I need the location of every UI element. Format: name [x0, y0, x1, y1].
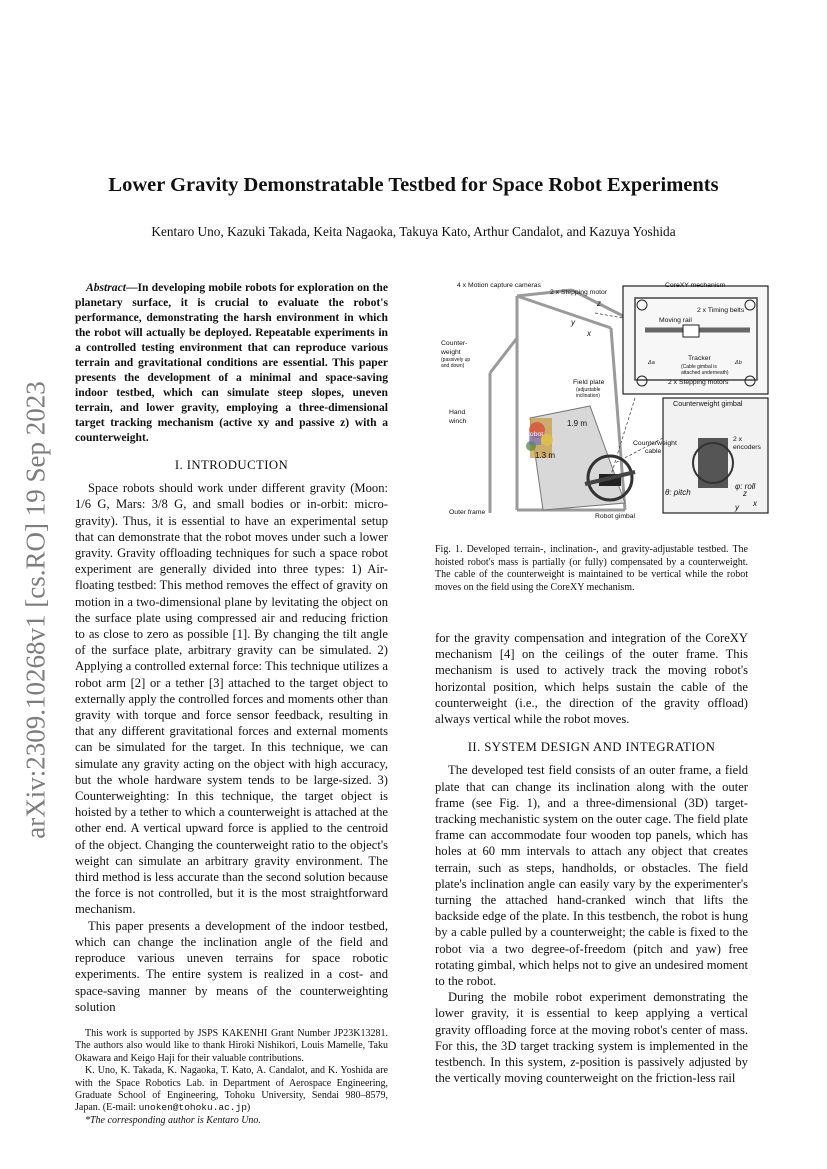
label-tracker: Tracker: [688, 355, 711, 362]
figure-caption: Fig. 1. Developed terrain-, inclination-, and gravity-adjustable testbed. The hoisted robot's mass is partially (or fully) compensated by a counterweight. The cable of the counterweight is maintained to be vertical while the robot moves on the field using the CoreXY mechanism.: [435, 544, 748, 593]
section-heading-introduction: I. INTRODUCTION: [174, 458, 289, 472]
label-stepping-motor: 2 x Stepping motor: [550, 289, 608, 296]
label-fp-note1: (adjustable: [576, 387, 601, 393]
label-hand-winch-1: Hand: [449, 409, 466, 416]
label-counterweight-2: weight: [441, 349, 461, 356]
arxiv-id: arXiv:2309.10268v1 [cs.RO] 19 Sep 2023: [20, 381, 51, 839]
axis-x-gimbal: x: [753, 499, 757, 508]
email-link[interactable]: unoken@tohoku.ac.jp: [138, 1102, 247, 1114]
axis-x-top: x: [587, 329, 591, 338]
label-dim-19: 1.9 m: [567, 419, 588, 428]
right-paragraph-0: for the gravity compensation and integration of the CoreXY mechanism [4] on the ceilings of the outer frame. This mechanism is used to actively track the moving robot's horizontal position, which helps sustain the cable of the counterweight (i.e., the direction of the gravity offload) always vertical while the robot moves.: [435, 631, 748, 727]
right-paragraph-1: The developed test field consists of an outer frame, a field plate that can change its inclination along with the outer frame (see Fig. 1), and a three-dimensional (3D) target-tracking mechanistic system on the outer cage. The field plate frame can accommodate four wooden top panels, which has holes at 60 mm intervals to attach any object that creates terrain, such as steps, handholds, or obstacles. The field plate's inclination angle can easily vary by the experimenter's turning the attached hand-cranked winch that lifts the backside edge of the plate. In this testbench, the robot is hung by a cable pulled by a counterweight; the cable is fixed to the robot via a two degree-of-freedom (pitch and yaw) free rotating gimbal, which helps not to give an undesired moment to the robot.: [435, 763, 748, 989]
figure-1: [435, 278, 770, 523]
paper-title: Lower Gravity Demonstratable Testbed for Space Robot Experiments: [108, 174, 719, 196]
label-cw-gimbal: Counterweight gimbal: [673, 399, 743, 408]
axis-z-top: z: [597, 299, 601, 308]
label-counterweight: Counter-: [441, 340, 468, 347]
label-cw-cable-2: cable: [645, 448, 662, 455]
label-cw-cable-1: Counterweight: [633, 440, 677, 447]
footnote-corresponding: *The corresponding author is Kentaro Uno.: [85, 1114, 261, 1126]
arxiv-stamp: [16, 360, 56, 860]
right-column: [435, 630, 748, 1086]
label-moving-rail: Moving rail: [659, 317, 692, 324]
label-field-plate: Field plate: [573, 379, 605, 386]
label-tracker-note2: attached underneath): [681, 370, 729, 376]
label-robot: Robot: [525, 431, 544, 438]
footnote-support: This work is supported by JSPS KAKENHI Grant Number JP23K13281. The authors also would like to thank Hiroki Nishikori, Louis Mamelle, Taku Okawara and Keigo Haji for their valuable contributions.: [75, 1027, 388, 1064]
label-delta-a: Δa: [648, 360, 655, 366]
label-delta-b: Δb: [735, 360, 742, 366]
label-timing-belts: 2 x Timing belts: [697, 307, 745, 314]
left-column: [75, 280, 388, 1127]
label-cw-note2: and down): [441, 363, 465, 369]
section-heading-system-design: II. SYSTEM DESIGN AND INTEGRATION: [467, 740, 716, 755]
abstract-text: —In developing mobile robots for exploration on the planetary surface, it is crucial to evaluate the robot's performance, demonstrating the harsh environment in which the robot will actually be deployed. Repeatable experiments in a controlled testing environment that can reproduce various terrain and gravitational conditions are essential. This paper presents the development of a minimal and space-saving indoor testbed, which can simulate steep slopes, uneven terrain, and lower gravity, employing a three-dimensional target tracking mechanism (active xy and passive z) with a counterweight.: [75, 281, 388, 444]
label-cw-note1: (passively up: [441, 357, 471, 363]
label-fp-note2: inclination): [576, 393, 600, 399]
label-dim-13: 1.3 m: [535, 451, 556, 460]
author-list: Kentaro Uno, Kazuki Takada, Keita Nagaoka, Takuya Kato, Arthur Candalot, and Kazuya Yoshida: [151, 224, 676, 239]
label-tracker-note1: (Cable gimbal is: [681, 364, 717, 370]
label-roll: φ: roll: [735, 482, 756, 491]
footnote-affiliation: K. Uno, K. Takada, K. Nagaoka, T. Kato, A. Candalot, and K. Yoshida are with the Space Robotics Lab. in Department of Aerospace Engineering, Graduate School of Engineering, Tohoku University, Sendai 980–8579, Japan. (E-mail: unoken@tohoku.ac.jp): [75, 1065, 388, 1114]
label-cameras: 4 x Motion capture cameras: [457, 282, 541, 289]
label-robot-gimbal: Robot gimbal: [595, 513, 636, 520]
intro-paragraph-1: Space robots should work under different gravity (Moon: 1/6 G, Mars: 3/8 G, and small bodies or in-orbit: micro-gravity). Thus, it is essential to have an experimental setup that can demonstrate that the robot moves under such a lower gravity. Gravity offloading techniques for such a space robot experiment are generally divided into three types: 1) Air-floating testbed: This method removes the effect of gravity on motion in a two-dimensional plane by levitating the object on the surface plate using compressed air and reducing friction to as close to zero as possible [1]. By changing the tilt angle of the surface plate, arbitrary gravity can be simulated. 2) Applying a controlled external force: This technique utilizes a robot arm [2] or a tether [3] attached to the target object to externally apply the controlled forces and moments other than gravity with torque and force sensor feedback, resulting in that any different gravitational forces and external moments can be simulated for the target. In this technique, we can simulate any gravity acting on the object with high accuracy, but the whole hardware system tends to be large-sized. 3) Counterweighting: In this technique, the target object is hoisted by a tether to which a counterweight is attached at the other end. A vertical upward force is applied to the centroid of the object. Changing the counterweight ratio to the object's weight can simulate an arbitrary gravity environment. The third method is less accurate than the second solution because the force is not controlled, but it is the most straightforward mechanism.: [75, 481, 388, 917]
axis-z-gimbal: z: [743, 489, 747, 498]
right-paragraph-2: During the mobile robot experiment demonstrating the lower gravity, it is essential to keep applying a vertical gravity offloading force at the moving robot's center of mass. For this, the 3D target tracking system is implemented in the testbench. In this system, z-position is passively adjusted by the vertically moving counterweight on the friction-less rail: [435, 990, 748, 1086]
footnote: [75, 1027, 388, 1127]
abstract-label: Abstract: [86, 281, 126, 294]
label-hand-winch-2: winch: [449, 418, 467, 425]
label-encoders-2: encoders: [733, 444, 761, 451]
abstract: [75, 280, 388, 445]
label-pitch: θ: pitch: [665, 488, 691, 497]
axis-y-gimbal: y: [735, 503, 739, 512]
axis-y-top: y: [571, 318, 575, 327]
intro-paragraph-2: This paper presents a development of the indoor testbed, which can change the inclination angle of the field and reproduce various uneven terrains for space robotic experiments. The entire system is realized in a cost- and space-saving manner by means of the counterweighting solution: [75, 918, 388, 1014]
label-encoders-1: 2 x: [733, 436, 743, 443]
label-corexy: CoreXY mechanism: [665, 282, 726, 289]
label-outer-frame: Outer frame: [449, 509, 486, 516]
label-stepping-motors: 2 x Stepping motors: [668, 379, 729, 386]
